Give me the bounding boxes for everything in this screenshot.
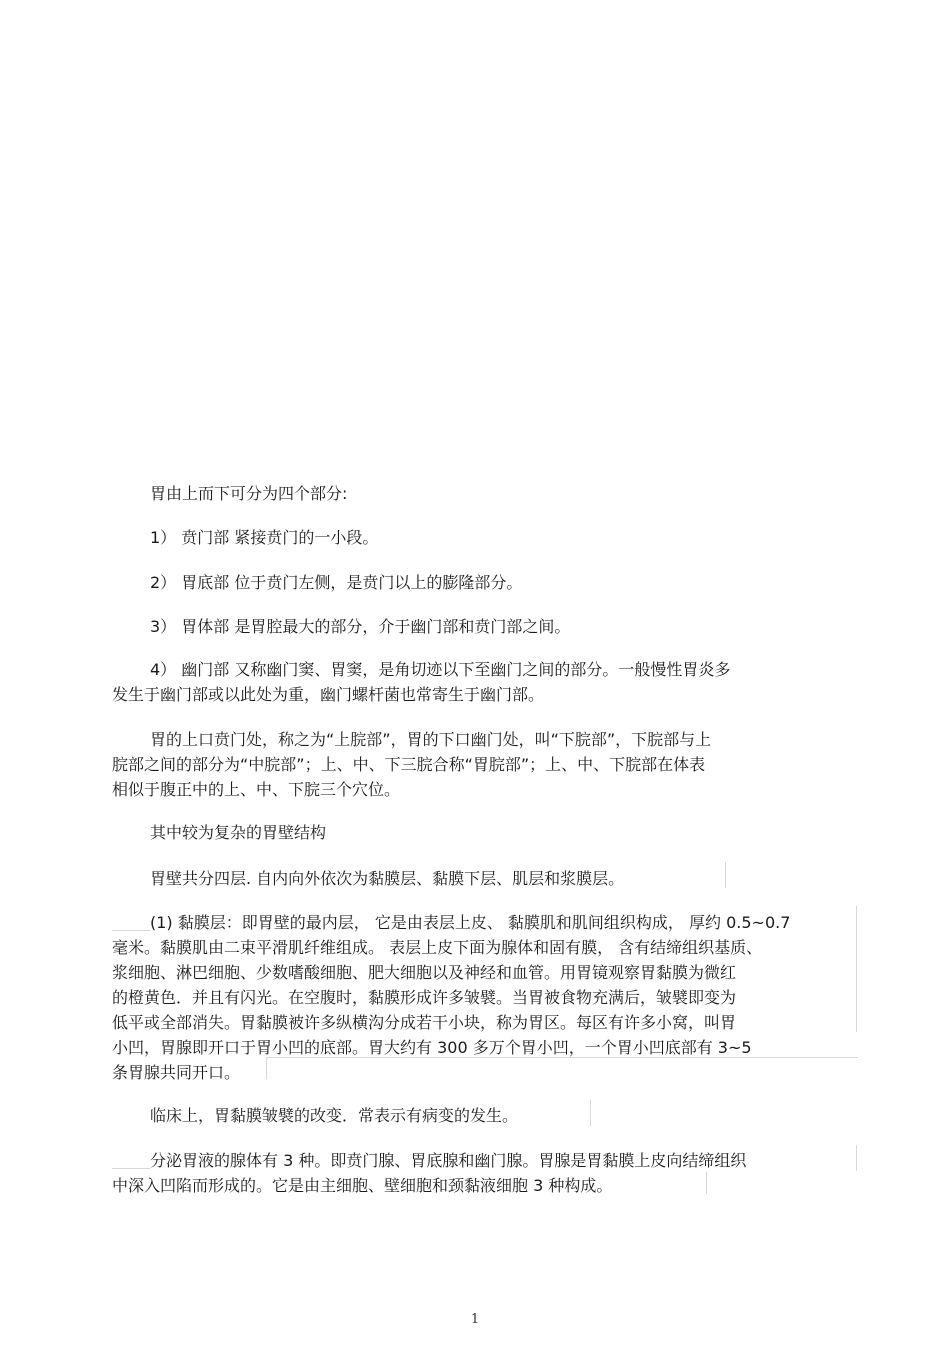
layers-line: 胃壁共分四层. 自内向外依次为黏膜层、黏膜下层、肌层和浆膜层。 bbox=[150, 869, 625, 888]
layers-intro-paragraph bbox=[112, 866, 896, 891]
structure-heading bbox=[112, 820, 896, 845]
mucosa-paragraph bbox=[112, 910, 858, 1085]
wanzhong-paragraph bbox=[112, 727, 858, 802]
part-line: 2） 胃底部 位于贲门左侧，是贲门以上的膨隆部分。 bbox=[150, 573, 523, 592]
part-line: 3） 胃体部 是胃腔最大的部分，介于幽门部和贲门部之间。 bbox=[150, 617, 571, 636]
mucosa-line: 毫米。黏膜肌由二束平滑肌纤维组成。 表层上皮下面为腺体和固有膜， 含有结缔组织基质、 bbox=[112, 938, 763, 957]
mucosa-line: 的橙黄色．并且有闪光。在空腹时，黏膜形成许多皱襞。当胃被食物充满后，皱襞即变为 bbox=[112, 988, 737, 1007]
frame-line bbox=[706, 1172, 707, 1194]
frame-line bbox=[856, 906, 857, 1032]
wanzhong-line: 胃的上口贲门处，称之为“上脘部”，胃的下口幽门处，叫“下脘部”，下脘部与上 bbox=[150, 730, 712, 749]
mucosa-line: 低平或全部消失。胃黏膜被许多纵横沟分成若干小块，称为胃区。每区有许多小窝，叫胃 bbox=[112, 1013, 737, 1032]
frame-line bbox=[266, 1057, 858, 1058]
wanzhong-line: 相似于腹正中的上、中、下脘三个穴位。 bbox=[112, 780, 401, 799]
part-4 bbox=[112, 657, 858, 707]
page-number: 1 bbox=[470, 1312, 480, 1327]
frame-line bbox=[856, 1145, 857, 1171]
clinical-paragraph bbox=[112, 1103, 896, 1128]
frame-line bbox=[266, 1057, 267, 1079]
clinical-line: 临床上，胃黏膜皱襞的改变．常表示有病变的发生。 bbox=[150, 1106, 519, 1125]
mucosa-line: (1) 黏膜层：即胃壁的最内层， 它是由表层上皮、 黏膜肌和肌间组织构成， 厚约 0.5~0.7 bbox=[150, 913, 791, 932]
part-line: 1） 贲门部 紧接贲门的一小段。 bbox=[150, 528, 379, 547]
heading-line: 其中较为复杂的胃壁结构 bbox=[150, 823, 327, 842]
frame-line bbox=[112, 1168, 150, 1169]
mucosa-line: 浆细胞、淋巴细胞、少数嗜酸细胞、肥大细胞以及神经和血管。用胃镜观察胃黏膜为微红 bbox=[112, 963, 737, 982]
frame-line bbox=[112, 930, 150, 931]
mucosa-line: 条胃腺共同开口。 bbox=[112, 1063, 241, 1082]
wanzhong-line: 脘部之间的部分为“中脘部”；上、中、下三脘合称“胃脘部”；上、中、下脘部在体表 bbox=[112, 755, 706, 774]
intro-line: 胃由上而下可分为四个部分: bbox=[150, 484, 348, 503]
intro-paragraph bbox=[112, 481, 896, 506]
part-2 bbox=[112, 570, 896, 595]
part-1 bbox=[112, 525, 896, 550]
frame-line bbox=[590, 1100, 591, 1126]
glands-line: 中深入凹陷而形成的。它是由主细胞、壁细胞和颈黏液细胞 3 种构成。 bbox=[112, 1176, 613, 1195]
frame-line bbox=[725, 862, 726, 888]
part4-line: 4） 幽门部 又称幽门窦、胃窦，是角切迹以下至幽门之间的部分。一般慢性胃炎多 bbox=[150, 660, 731, 679]
part-3 bbox=[112, 614, 896, 639]
mucosa-line: 小凹，胃腺即开口于胃小凹的底部。胃大约有 300 多万个胃小凹，一个胃小凹底部有 3~5 bbox=[112, 1038, 752, 1057]
part4-line: 发生于幽门部或以此处为重，幽门螺杆菌也常寄生于幽门部。 bbox=[112, 685, 545, 704]
glands-paragraph bbox=[112, 1148, 858, 1198]
glands-line: 分泌胃液的腺体有 3 种。即贲门腺、胃底腺和幽门腺。胃腺是胃黏膜上皮向结缔组织 bbox=[150, 1151, 747, 1170]
